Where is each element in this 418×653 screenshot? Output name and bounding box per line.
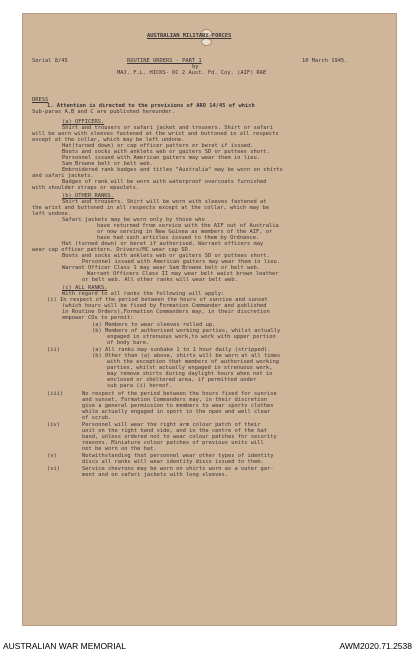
document-line: With regard to all ranks the following will apply: [62,291,225,297]
document-line: Serial 8/45 [32,58,68,64]
document-line: unit on the right hand side, and in the centre of the hat [82,428,267,434]
document-line: 1. Attention is directed to the provisions of ARO 14/45 of which [47,103,255,109]
document-line: wear cap officer pattern. Drivers/MC wear cap SD. [32,247,192,253]
document-line: Sam Browne belt or belt web. [62,161,153,167]
document-line: by [192,64,199,70]
document-line: No respect of the period between the hours fixed for sunrise [82,391,277,397]
document-line: of body bare. [107,340,150,346]
document-line: the wrist and buttoned in all respects except at the collar, which may be [32,205,269,211]
document-line: or now serving in New Guinea as members of the AIF, or [97,229,273,235]
document-line: (i) In respect of the period between the hours of sunrise and sunset [47,297,268,303]
document-line: parties, whilst actually engaged in strenuous work, [107,365,273,371]
document-line: (b) Other than (a) above, shirts will be worn at all times [92,353,281,359]
document-line: give a general permission to members to wear sports clothes [82,403,274,409]
document-line: Hat(turned down) or cap officer pattern or beret if issued. [62,143,254,149]
document-line: AUSTRALIAN MILITARY FORCES [147,33,232,39]
document-page [22,13,397,626]
document-line: (vi) [47,466,60,472]
document-line: empower COs to permit: [62,315,134,321]
document-line: (a) Members to wear sleeves rolled up. [92,322,216,328]
document-line: (which hours will be fixed by Formation Commander and published [62,303,267,309]
document-line: Personnel issued with American gaiters may wear them in lieu. [82,259,280,265]
document-line: with the exception that members of authorised working [107,359,280,365]
document-line: have returned from service with the AIF out of Australia [97,223,279,229]
document-line: ROUTINE ORDERS - PART 1 [127,58,202,64]
document-line: Warrant Officer Class 1 may wear Sam Browne belt or belt web. [62,265,260,271]
document-line: (ii) [47,347,60,353]
document-line: Badges of rank will be worn with waterproof overcoats furnished [62,179,267,185]
document-line: reasons. Miniature colour patches of previous units will [82,440,264,446]
document-line: band, unless ordered not to wear colour patches for security [82,434,277,440]
document-line: Warrant Officers Class II may wear belt waist brown leather [87,271,279,277]
document-line: MAJ. F.L. HICKS- OC 2 Aust. Fd. Coy. (AIF) RAE [117,70,267,76]
document-line: (iii) [47,391,64,397]
document-line: DRESS [32,97,49,103]
document-line: and sunset, Formation Commanders may, in their discretion [82,397,267,403]
document-line: Service chevrons may be worn on shirts worn as a outer gar- [82,466,274,472]
document-line: enclosed or sheltered area, if permitted under [107,377,257,383]
document-line: (a) All ranks may sunbake 1 to 1 hour daily (stripped). [92,347,271,353]
footer [0,638,418,652]
document-line: Safari jackets may be worn only by those who [62,217,205,223]
document-line: (a) OFFICERS. [62,119,105,125]
document-line: Boots and socks with anklets web or gaiters SD or puttees short. [62,253,270,259]
document-line: while actually engaged in sport in the open and well clear [82,409,271,415]
document-line: Hat (turned down) or beret if authorised. Warrant officers may [62,241,264,247]
document-line: sub para (i) hereof. [107,383,172,389]
document-line: (b) OTHER RANKS. [62,193,114,199]
document-line: Personnel will wear the right arm colour patch of their [82,422,261,428]
footer-accession-number: AWM2020.71.2538 [339,641,412,651]
document-line: left undone. [32,211,71,217]
document-line: Sub-paras A,B and C are published hereunder. [32,109,175,115]
document-line: Shirt and trousers. Shirt will be worn with sleeves fastened at [62,199,267,205]
document-line: 10 March 1945. [302,58,348,64]
document-line: (b) Members of authorised working parties, whilst actually [92,328,281,334]
document-line: have had such articles issued to them by Ordnance. [97,235,260,241]
document-line: Boots and socks with anklets web or gaiters SD or puttees short. [62,149,270,155]
document-line: with shoulder straps or epaulets. [32,185,140,191]
document-line: (v) [47,453,57,459]
document-line: in Routine Orders),Formation Commanders may, in their discretion [62,309,270,315]
document-line: except at the collar, which may be left undone. [32,137,185,143]
document-line: Shirt and trousers or safari jacket and trousers. Shirt or safari [62,125,273,131]
document-line: Personnel issued with American gaiters may wear them in lieu. [62,155,260,161]
document-line: not be worn on the hat. [82,446,157,452]
document-line: (c) ALL RANKS. [62,285,108,291]
document-line: may remove shirts during daylight hours when not in [107,371,273,377]
document-line: discs all ranks will wear identity discs issued to them. [82,459,264,465]
document-line: engaged in strenuous work,to work with upper portion [107,334,276,340]
footer-credit: AUSTRALIAN WAR MEMORIAL [3,641,126,651]
document-line: (iv) [47,422,60,428]
document-line: of scrub. [82,415,112,421]
document-line: or belt web. All other ranks will wear belt web. [82,277,238,283]
document-line: ment and on safari jackets with long sleeves. [82,472,229,478]
document-line: Notwithstanding that personnel wear other types of identity [82,453,274,459]
document-line: will be worn with sleeves fastened at the wrist and buttoned in all respects [32,131,279,137]
document-line: and safari jackets. [32,173,94,179]
document-line: Embroidered rank badges and titles "Australia" may be worn on shirts [62,167,283,173]
